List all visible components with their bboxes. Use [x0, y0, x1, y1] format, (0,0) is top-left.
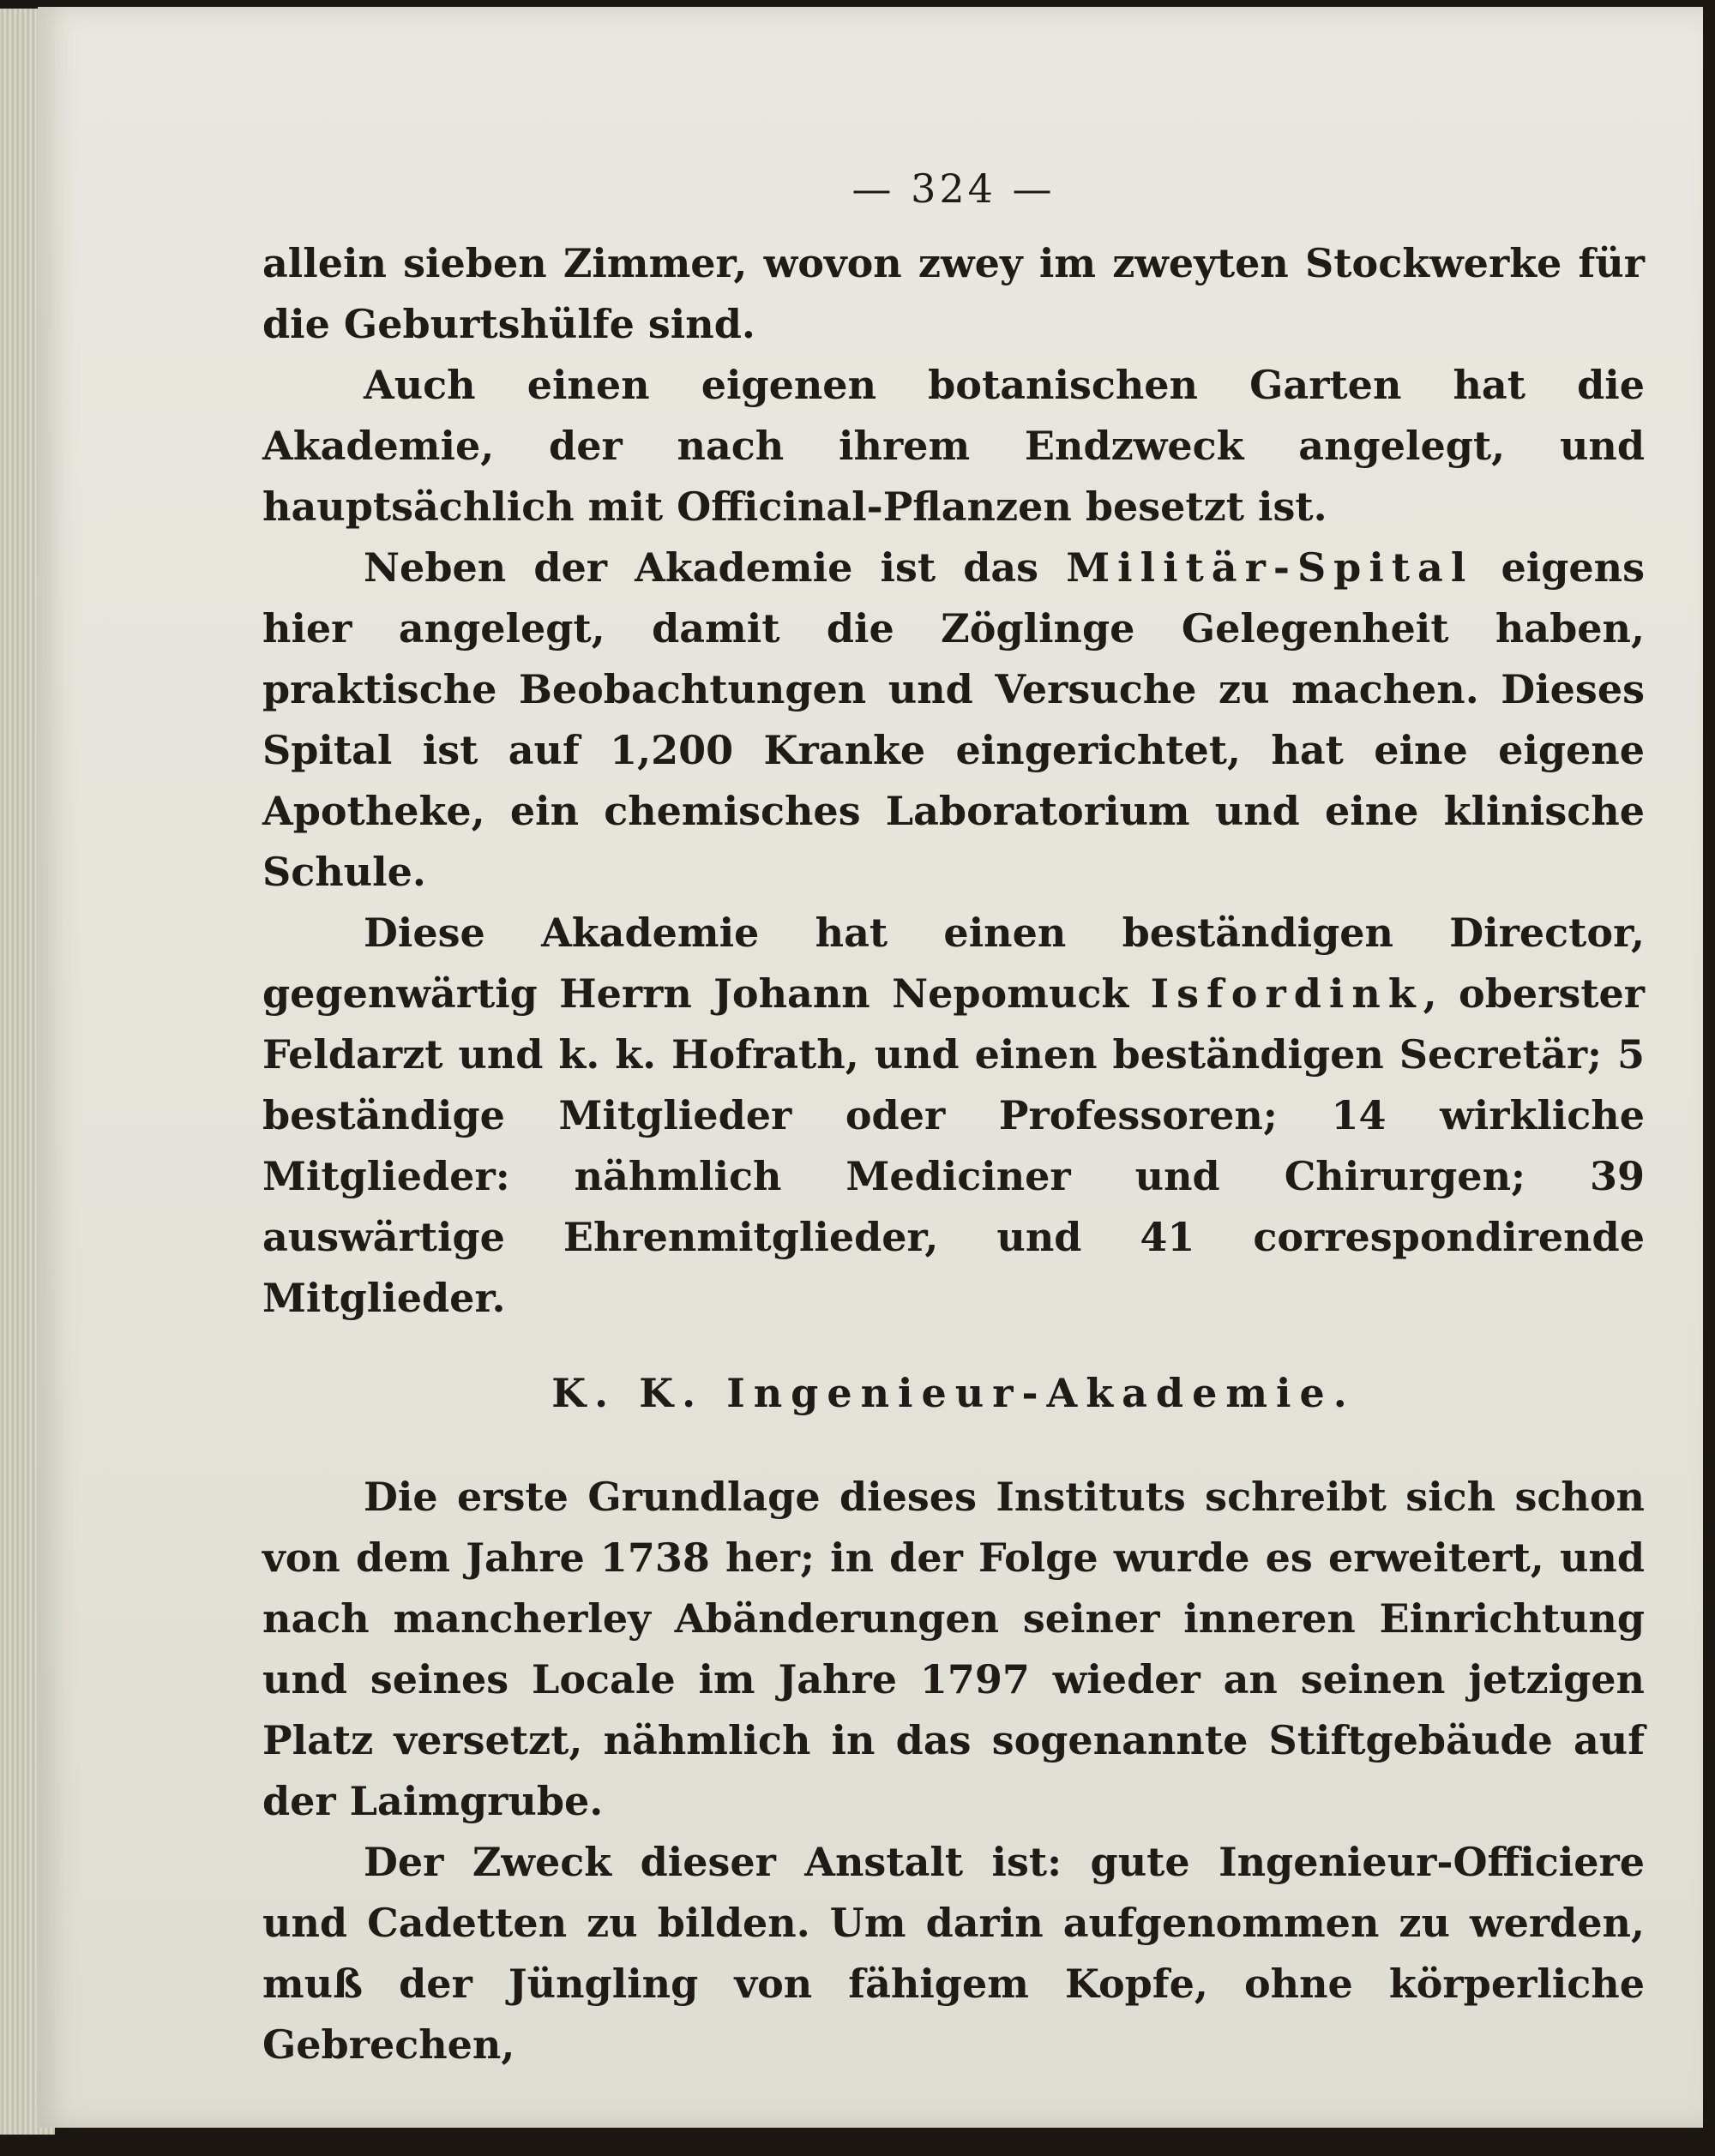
- paragraph-4-before: Diese Akademie hat einen beständigen Director, gegenwärtig Herrn Johann Nepomuck: [262, 910, 1645, 1017]
- paragraph-3-after: eigens hier angelegt, damit die Zöglinge Gelegenheit haben, praktische Beobachtungen und Versuche zu machen. Dieses Spital ist auf 1,200 Kranke eingerichtet, hat eine eigene Apotheke, ein chemisches Laboratorium und eine klinische Schule.: [262, 544, 1645, 895]
- page-number: — 324 —: [851, 165, 1056, 212]
- paragraph-4-after: , oberster Feldarzt und k. k. Hofrath, und einen beständigen Secretär; 5 beständige Mitglieder oder Professoren; 14 wirkliche Mitglieder: nähmlich Mediciner und Chirurgen; 39 auswärtige Ehrenmitglieder, und 41 correspondirende Mitglieder.: [262, 970, 1646, 1321]
- paragraph-1: allein sieben Zimmer, wovon zwey im zweyten Stockwerke für die Geburtshülfe sind.: [262, 240, 1645, 347]
- paragraph-6: Der Zweck dieser Anstalt ist: gute Ingenieur-Officiere und Cadetten zu bilden. Um darin aufgenommen zu werden, muß der Jüngling von fähigem Kopfe, ohne körperliche Gebrechen,: [262, 1839, 1645, 2068]
- paragraph-5: Die erste Grundlage dieses Instituts schreibt sich schon von dem Jahre 1738 her; in der Folge wurde es erweitert, und nach mancherley Abänderungen seiner inneren Einrichtung und seines Locale im Jahre 1797 wieder an seinen jetzigen Platz versetzt, nähmlich in das sogenannte Stiftgebäude auf der Laimgrube.: [262, 1474, 1645, 1824]
- page-content: [262, 154, 1645, 2075]
- paragraph-4: [262, 903, 1645, 1329]
- spaced-term-militaer-spital: Militär-Spital: [1066, 544, 1474, 591]
- paragraph-3: [262, 537, 1645, 903]
- paragraph-2: Auch einen eigenen botanischen Garten hat die Akademie, der nach ihrem Endzweck angelegt, und hauptsächlich mit Officinal-Pflanzen besetzt ist.: [262, 362, 1645, 530]
- paragraph-3-before: Neben der Akademie ist das: [364, 544, 1067, 591]
- book-page: [38, 7, 1703, 2128]
- section-heading: K. K. Ingenieur-Akademie.: [551, 1370, 1356, 1416]
- spaced-name-isfordink: Isfordink: [1150, 970, 1423, 1017]
